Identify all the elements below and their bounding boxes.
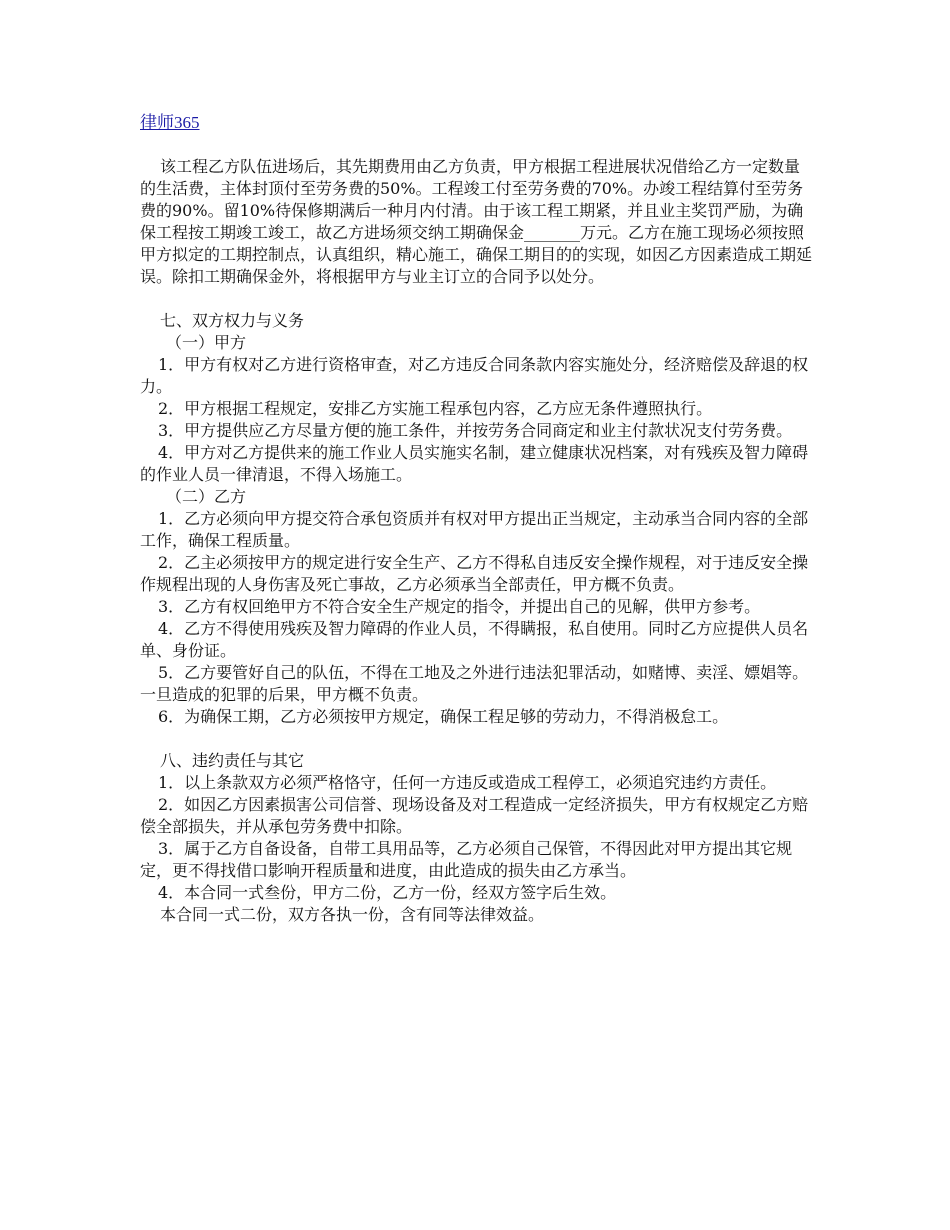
party-b-item-3: 3．乙方有权回绝甲方不符合安全生产规定的指令，并提出自己的见解，供甲方参考。 (158, 597, 761, 616)
document-page (140, 112, 812, 926)
spacer (140, 288, 812, 310)
party-a-item-1: 1．甲方有权对乙方进行资格审查，对乙方违反合同条款内容实施处分，经济赔偿及辞退的权力。 (140, 355, 809, 396)
party-b-heading: （二）乙方 (166, 487, 247, 506)
section-8-item-4: 4．本合同一式叁份，甲方二份，乙方一份，经双方签字后生效。 (158, 883, 617, 902)
section-8-title: 八、违约责任与其它 (160, 751, 305, 770)
party-a-item-2: 2．甲方根据工程规定，安排乙方实施工程承包内容，乙方应无条件遵照执行。 (158, 399, 713, 418)
section-8-item-2: 2．如因乙方因素损害公司信誉、现场设备及对工程造成一定经济损失，甲方有权规定乙方赔偿全部损失，并从承包劳务费中扣除。 (140, 795, 809, 836)
closing-paragraph: 本合同一式二份，双方各执一份，含有同等法律效益。 (160, 905, 545, 924)
spacer (140, 728, 812, 750)
intro-paragraph: 该工程乙方队伍进场后，其先期费用由乙方负责，甲方根据工程进展状况借给乙方一定数量的生活费，主体封顶付至劳务费的50%。工程竣工付至劳务费的70%。办竣工程结算付至劳务费的90%。留10%待保修期满后一种月内付清。由于该工程工期紧，并且业主奖罚严励，为确保工程按工期竣工竣工，故乙方进场须交纳工期确保金_______万元。乙方在施工现场必须按照甲方拟定的工期控制点，认真组织，精心施工，确保工期目的的实现，如因乙方因素造成工期延误。除扣工期确保金外，将根据甲方与业主订立的合同予以处分。 (140, 157, 813, 286)
party-a-heading: （一）甲方 (166, 333, 247, 352)
header-link[interactable]: 律师365 (140, 113, 200, 132)
party-b-item-4: 4．乙方不得使用残疾及智力障碍的作业人员，不得瞒报，私自使用。同时乙方应提供人员名单、身份证。 (140, 619, 809, 660)
section-8-item-1: 1．以上条款双方必须严格恪守，任何一方违反或造成工程停工，必须追究违约方责任。 (158, 773, 777, 792)
party-b-item-5: 5．乙方要管好自己的队伍，不得在工地及之外进行违法犯罪活动，如赌博、卖淫、嫖娼等。一旦造成的犯罪的后果，甲方概不负责。 (140, 663, 809, 704)
section-7-title: 七、双方权力与义务 (160, 311, 305, 330)
party-b-item-6: 6．为确保工期，乙方必须按甲方规定，确保工程足够的劳动力，不得消极怠工。 (158, 707, 729, 726)
party-a-item-3: 3．甲方提供应乙方尽量方便的施工条件，并按劳务合同商定和业主付款状况支付劳务费。 (158, 421, 793, 440)
section-8-item-3: 3．属于乙方自备设备，自带工具用品等，乙方必须自己保管，不得因此对甲方提出其它规定，更不得找借口影响开程质量和进度，由此造成的损失由乙方承当。 (140, 839, 793, 880)
spacer (140, 134, 812, 156)
party-b-item-2: 2．乙主必须按甲方的规定进行安全生产、乙方不得私自违反安全操作规程，对于违反安全操作规程出现的人身伤害及死亡事故，乙方必须承当全部责任，甲方概不负责。 (140, 553, 809, 594)
party-a-item-4: 4．甲方对乙方提供来的施工作业人员实施实名制，建立健康状况档案，对有残疾及智力障碍的作业人员一律清退，不得入场施工。 (140, 443, 809, 484)
party-b-item-1: 1．乙方必须向甲方提交符合承包资质并有权对甲方提出正当规定，主动承当合同内容的全部工作，确保工程质量。 (140, 509, 809, 550)
